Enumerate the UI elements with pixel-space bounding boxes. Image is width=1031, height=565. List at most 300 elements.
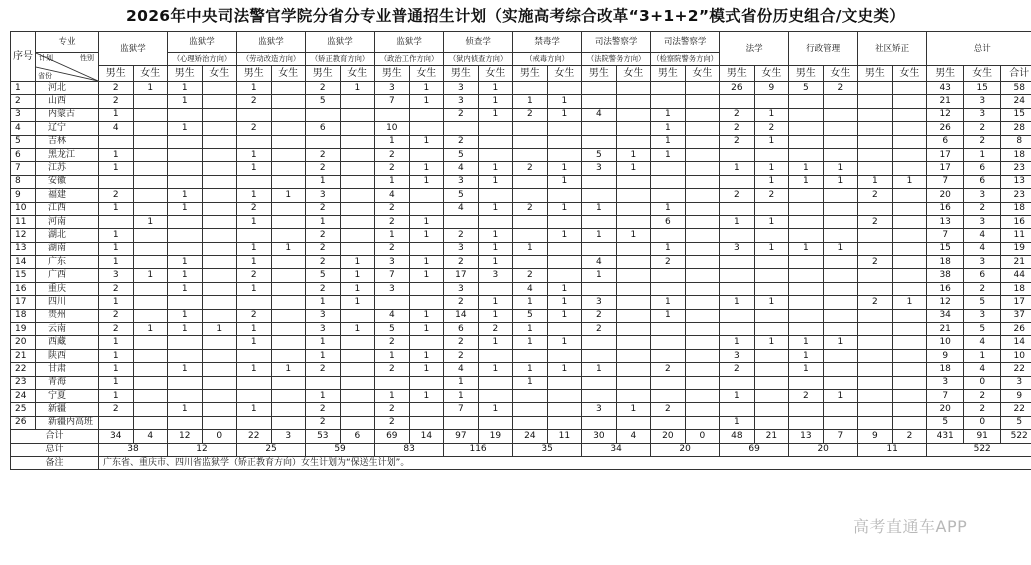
table-cell [685,403,720,416]
table-cell [616,269,651,282]
table-cell [547,403,582,416]
table-cell [892,416,927,429]
table-cell: 1 [892,175,927,188]
row-number: 3 [11,108,36,121]
table-cell: 1 [99,349,134,362]
table-cell: 1 [133,269,168,282]
table-cell: 1 [754,215,789,228]
table-cell [547,122,582,135]
table-cell [789,403,824,416]
table-cell: 2 [375,242,410,255]
table-cell: 4 [964,363,1001,376]
table-cell: 1 [340,282,375,295]
table-cell: 1 [858,175,893,188]
table-cell [685,256,720,269]
table-cell: 1 [651,242,686,255]
table-cell [237,229,272,242]
table-cell [133,363,168,376]
row-number: 26 [11,416,36,429]
table-cell [340,309,375,322]
header-male-4: 男生 [306,66,341,82]
table-cell [306,108,341,121]
header-male-7: 男生 [513,66,548,82]
table-cell [685,349,720,362]
table-cell: 3 [444,82,479,95]
sum-row [11,430,1031,443]
table-cell [651,323,686,336]
table-cell: 5 [306,95,341,108]
table-cell: 3 [582,403,617,416]
table-cell: 9 [927,349,964,362]
table-cell [616,215,651,228]
table-cell: 2 [651,403,686,416]
table-cell: 2 [858,215,893,228]
header-major-11: 行政管理 [789,32,858,66]
row-number: 14 [11,256,36,269]
table-row [11,282,1031,295]
table-cell: 1 [306,215,341,228]
table-cell [651,282,686,295]
table-cell: 11 [1001,229,1031,242]
table-cell [892,148,927,161]
table-cell: 6 [964,269,1001,282]
table-row [11,175,1031,188]
sum-cell: 11 [547,430,582,443]
table-cell [685,376,720,389]
table-cell [616,376,651,389]
table-cell: 18 [927,363,964,376]
sum-cell: 6 [340,430,375,443]
table-cell [720,229,755,242]
table-cell: 1 [478,363,513,376]
table-cell: 2 [306,202,341,215]
table-cell [202,363,237,376]
header-major-direction-8: （法院警务方向） [582,53,651,66]
table-cell: 1 [823,175,858,188]
table-cell [823,135,858,148]
table-cell [823,296,858,309]
table-cell [685,108,720,121]
table-row [11,215,1031,228]
table-cell [133,229,168,242]
table-cell [582,282,617,295]
table-cell [823,416,858,429]
table-cell [720,202,755,215]
table-cell: 1 [306,389,341,402]
table-cell [271,282,306,295]
table-cell [271,82,306,95]
table-cell [685,229,720,242]
table-cell [789,148,824,161]
table-cell [237,349,272,362]
table-cell: 1 [478,336,513,349]
table-cell: 18 [1001,148,1031,161]
table-cell: 5 [789,82,824,95]
table-cell [858,282,893,295]
table-cell: 3 [720,349,755,362]
table-cell: 2 [858,256,893,269]
table-cell: 1 [651,108,686,121]
header-major-direction-9: （检察院警务方向） [651,53,720,66]
header-corner-cell [36,53,99,82]
table-cell [616,95,651,108]
table-cell [892,269,927,282]
table-cell [202,336,237,349]
table-cell [133,135,168,148]
header-male-1: 男生 [99,66,134,82]
table-cell: 4 [444,162,479,175]
table-cell: 15 [927,242,964,255]
sum-cell: 4 [133,430,168,443]
table-cell [271,376,306,389]
table-cell: 34 [927,309,964,322]
table-cell [168,135,203,148]
table-cell [168,175,203,188]
header-male-6: 男生 [444,66,479,82]
sum-cell: 97 [444,430,479,443]
table-cell: 20 [927,189,964,202]
sum-cell: 0 [202,430,237,443]
header-female-9: 女生 [685,66,720,82]
table-cell [685,189,720,202]
table-cell [202,175,237,188]
table-cell: 2 [375,363,410,376]
table-cell [685,82,720,95]
table-cell [202,389,237,402]
table-cell: 24 [1001,95,1031,108]
table-cell: 2 [582,323,617,336]
table-cell [133,282,168,295]
table-cell [513,82,548,95]
table-row [11,269,1031,282]
table-cell [168,416,203,429]
table-cell: 7 [927,175,964,188]
table-cell [720,148,755,161]
table-cell [409,376,444,389]
table-cell [616,282,651,295]
table-cell: 5 [513,309,548,322]
table-cell [789,323,824,336]
table-row [11,229,1031,242]
table-cell [789,202,824,215]
table-cell [133,148,168,161]
row-province: 广西 [36,269,99,282]
table-cell: 2 [99,95,134,108]
table-cell: 17 [927,148,964,161]
table-cell [202,135,237,148]
row-number: 11 [11,215,36,228]
table-cell [547,323,582,336]
sum-cell: 9 [858,430,893,443]
row-number: 7 [11,162,36,175]
table-cell [582,215,617,228]
table-cell [271,336,306,349]
table-row [11,403,1031,416]
table-cell: 2 [964,389,1001,402]
table-cell [340,363,375,376]
table-cell [444,122,479,135]
table-cell: 2 [306,148,341,161]
table-cell: 1 [168,309,203,322]
table-cell [168,296,203,309]
table-cell: 38 [927,269,964,282]
table-cell: 3 [444,242,479,255]
sum-cell: 2 [892,430,927,443]
table-cell [823,122,858,135]
table-cell: 1 [513,296,548,309]
table-cell [858,122,893,135]
table-cell: 22 [1001,363,1031,376]
table-cell [651,389,686,402]
header-major-10: 法学 [720,32,789,66]
table-cell [754,416,789,429]
table-cell: 1 [964,148,1001,161]
table-cell [271,135,306,148]
table-cell [547,349,582,362]
header-row-majors [11,32,1031,53]
sum-cell: 22 [237,430,272,443]
table-cell [892,202,927,215]
table-cell [340,376,375,389]
table-cell: 2 [306,363,341,376]
table-cell [133,108,168,121]
table-cell [340,135,375,148]
table-cell: 5 [964,323,1001,336]
table-cell [685,175,720,188]
table-cell: 1 [375,389,410,402]
table-cell: 18 [1001,282,1031,295]
table-cell [823,148,858,161]
table-cell: 2 [306,162,341,175]
table-cell: 1 [168,256,203,269]
table-cell: 2 [651,256,686,269]
table-cell: 2 [375,148,410,161]
table-cell [685,323,720,336]
table-cell: 1 [478,175,513,188]
table-cell [202,162,237,175]
table-cell [237,416,272,429]
table-cell: 1 [582,202,617,215]
row-province: 内蒙古 [36,108,99,121]
table-cell [409,108,444,121]
table-cell [513,175,548,188]
table-cell: 1 [754,175,789,188]
table-cell [133,122,168,135]
table-row [11,82,1031,95]
row-province: 广东 [36,256,99,269]
table-cell [409,336,444,349]
table-cell: 2 [444,349,479,362]
table-cell: 2 [858,189,893,202]
table-cell: 3 [582,296,617,309]
table-cell: 4 [375,189,410,202]
table-cell: 1 [720,296,755,309]
table-cell: 26 [1001,323,1031,336]
table-cell: 5 [306,269,341,282]
table-cell: 1 [237,256,272,269]
table-cell: 2 [375,416,410,429]
table-cell [892,215,927,228]
table-cell [823,363,858,376]
table-cell: 1 [271,363,306,376]
table-cell: 2 [823,82,858,95]
table-cell [858,323,893,336]
header-major-direction-7: （戒毒方向） [513,53,582,66]
table-cell [202,269,237,282]
table-cell: 2 [375,202,410,215]
table-cell: 1 [823,389,858,402]
table-cell: 1 [789,363,824,376]
row-number: 25 [11,403,36,416]
total-row [11,443,1031,456]
table-cell [892,95,927,108]
table-cell [789,135,824,148]
table-cell: 1 [168,363,203,376]
table-cell: 1 [99,108,134,121]
table-cell: 1 [547,162,582,175]
table-cell: 0 [964,376,1001,389]
table-cell [99,135,134,148]
table-cell: 4 [99,122,134,135]
table-cell: 2 [651,363,686,376]
table-cell [340,108,375,121]
table-cell [651,175,686,188]
table-cell [340,403,375,416]
header-major-1: 监狱学 [99,32,168,66]
table-row [11,336,1031,349]
table-cell: 1 [651,202,686,215]
header-total: 总计 [927,32,1031,66]
row-number: 23 [11,376,36,389]
table-cell [685,363,720,376]
table-cell [547,242,582,255]
header-female-8: 女生 [616,66,651,82]
table-row [11,135,1031,148]
table-cell: 1 [754,162,789,175]
table-cell [823,349,858,362]
table-cell: 1 [513,323,548,336]
sum-cell: 30 [582,430,617,443]
table-cell: 2 [720,135,755,148]
table-cell [582,349,617,362]
table-cell [237,389,272,402]
table-cell [547,269,582,282]
table-cell [271,296,306,309]
table-cell [789,122,824,135]
table-cell [340,95,375,108]
sum-cell: 34 [99,430,134,443]
table-cell: 15 [1001,108,1031,121]
table-cell: 1 [789,175,824,188]
table-cell: 4 [444,202,479,215]
table-cell: 2 [754,122,789,135]
header-major-2: 监狱学 [168,32,237,53]
header-female-12: 女生 [892,66,927,82]
table-cell: 1 [133,82,168,95]
table-cell [271,269,306,282]
table-cell: 26 [927,122,964,135]
table-cell [685,282,720,295]
header-major-direction-5: （政治工作方向） [375,53,444,66]
table-cell [168,162,203,175]
table-cell [202,296,237,309]
table-cell [616,349,651,362]
header-male-10: 男生 [720,66,755,82]
table-cell: 2 [754,189,789,202]
table-cell [616,242,651,255]
table-cell [892,189,927,202]
row-number: 8 [11,175,36,188]
table-cell [892,403,927,416]
table-cell [892,256,927,269]
table-row [11,189,1031,202]
table-cell [789,95,824,108]
sum-row-label: 合计 [11,430,99,443]
sum-cell: 0 [685,430,720,443]
table-cell [340,416,375,429]
table-cell [202,376,237,389]
table-cell: 6 [927,135,964,148]
table-cell [892,282,927,295]
table-row [11,108,1031,121]
table-cell: 2 [964,282,1001,295]
table-cell: 1 [202,323,237,336]
table-cell [685,162,720,175]
table-cell: 2 [375,215,410,228]
table-cell [513,416,548,429]
table-cell [340,389,375,402]
table-cell [513,229,548,242]
table-cell: 1 [616,148,651,161]
table-cell: 1 [444,376,479,389]
table-cell [478,135,513,148]
row-number: 16 [11,282,36,295]
table-cell: 1 [168,95,203,108]
row-number: 18 [11,309,36,322]
table-cell: 1 [237,215,272,228]
table-cell [789,229,824,242]
table-cell: 2 [306,242,341,255]
table-cell: 3 [444,175,479,188]
row-number: 4 [11,122,36,135]
table-cell [858,135,893,148]
table-cell [547,215,582,228]
table-cell: 3 [582,162,617,175]
table-cell [409,242,444,255]
table-cell [168,215,203,228]
table-cell [582,242,617,255]
table-cell [892,376,927,389]
table-cell [582,135,617,148]
corner-gender: 性别 [80,54,94,62]
sum-cell: 53 [306,430,341,443]
table-cell: 1 [99,336,134,349]
total-cell: 20 [789,443,858,456]
table-cell [168,242,203,255]
table-cell: 1 [754,296,789,309]
table-cell: 2 [513,202,548,215]
table-cell [858,349,893,362]
table-cell [651,269,686,282]
table-cell [685,389,720,402]
table-cell [375,108,410,121]
table-cell [685,122,720,135]
table-cell: 1 [823,162,858,175]
table-cell [685,215,720,228]
table-cell: 2 [513,162,548,175]
total-cell: 69 [720,443,789,456]
table-cell: 26 [720,82,755,95]
